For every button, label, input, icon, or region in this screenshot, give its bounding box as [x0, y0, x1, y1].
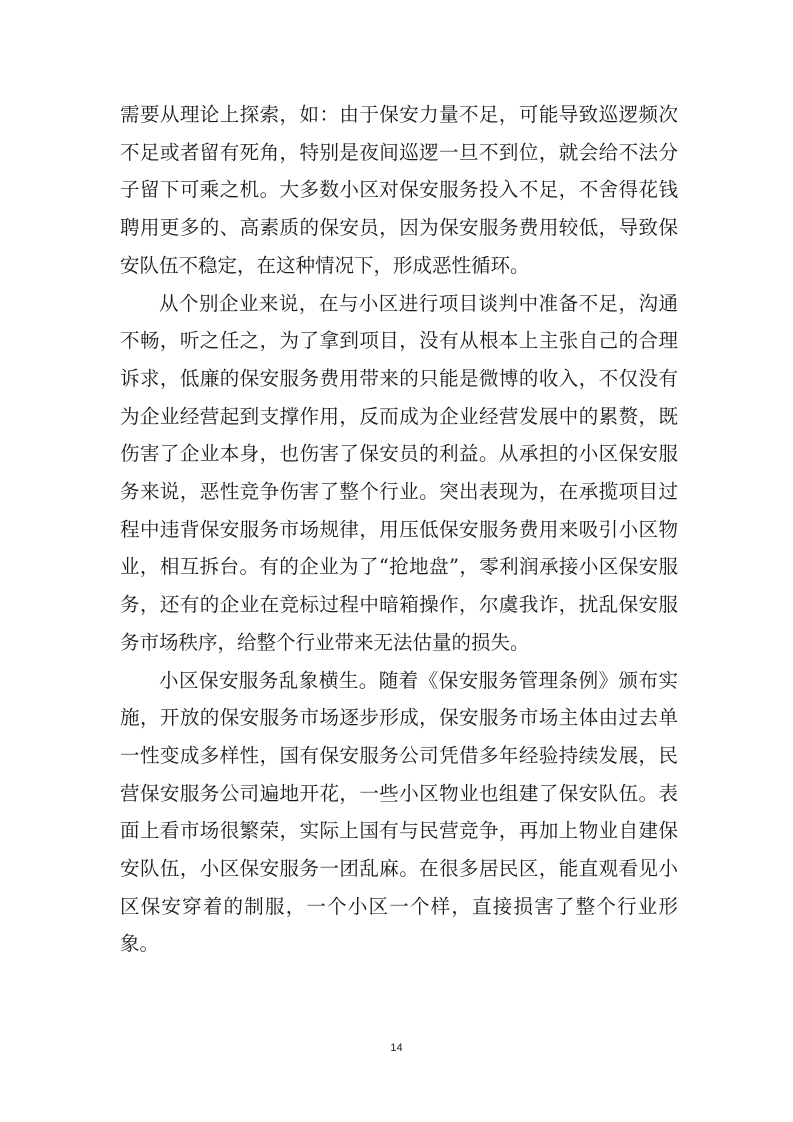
paragraph-enterprise-perspective: 从个别企业来说，在与小区进行项目谈判中准备不足，沟通不畅，听之任之，为了拿到项目，没有从根本上主张自己的合理诉求，低廉的保安服务费用带来的只能是微博的收入，不仅没有为企业经营起到支撑作用，反而成为企业经营发展中的累赘，既伤害了企业本身，也伤害了保安员的利益。从承担的小区保安服务来说，恶性竞争伤害了整个行业。突出表现为，在承揽项目过程中违背保安服务市场规律，用压低保安服务费用来吸引小区物业，相互拆台。有的企业为了“抢地盘”，零利润承接小区保安服务，还有的企业在竞标过程中暗箱操作，尔虞我诈，扰乱保安服务市场秩序，给整个行业带来无法估量的损失。 — [120, 291, 678, 654]
body-text — [120, 96, 678, 963]
page-number: 14 — [390, 1042, 403, 1054]
paragraph-continuation: 需要从理论上探索，如：由于保安力量不足，可能导致巡逻频次不足或者留有死角，特别是夜间巡逻一旦不到位，就会给不法分子留下可乘之机。大多数小区对保安服务投入不足，不舍得花钱聘用更多的、高素质的保安员，因为保安服务费用较低，导致保安队伍不稳定，在这种情况下，形成恶性循环。 — [120, 103, 678, 277]
paragraph-service-chaos: 小区保安服务乱象横生。随着《保安服务管理条例》颁布实施，开放的保安服务市场逐步形成，保安服务市场主体由过去单一性变成多样性，国有保安服务公司凭借多年经验持续发展，民营保安服务公司遍地开花，一些小区物业也组建了保安队伍。表面上看市场很繁荣，实际上国有与民营竞争，再加上物业自建保安队伍，小区保安服务一团乱麻。在很多居民区，能直观看见小区保安穿着的制服，一个小区一个样，直接损害了整个行业形象。 — [120, 668, 678, 956]
